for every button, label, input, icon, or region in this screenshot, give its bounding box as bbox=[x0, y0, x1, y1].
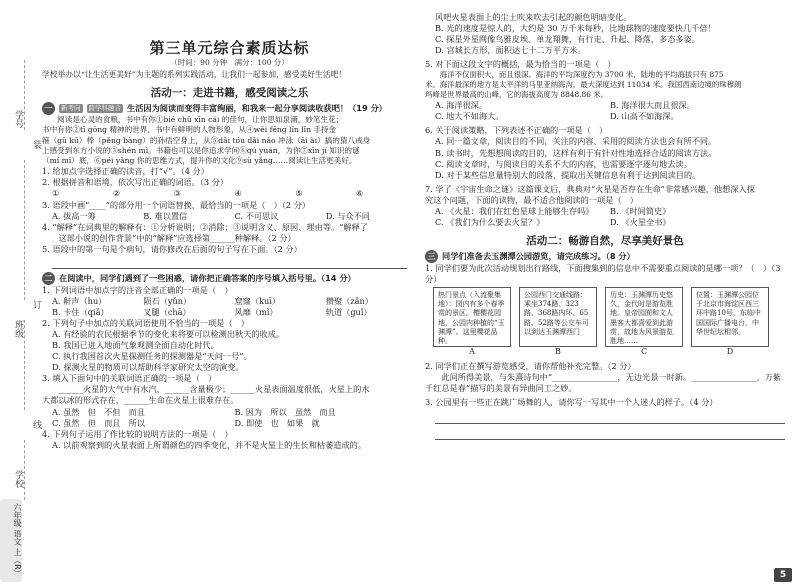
question: 4. “解释”在词典里的解释有：①分析说明；②消除；③说明含义、原因、理由等。“解释了 bbox=[42, 221, 368, 232]
fold-line bbox=[24, 60, 25, 130]
section1-intro: 生活因为阅读而变得丰富绚丽，和我来一起分享阅读收获吧！（19 分） bbox=[127, 103, 387, 114]
options-row bbox=[425, 206, 785, 217]
options-row bbox=[425, 217, 785, 228]
card-text: 热门景点（入流聚集地）：园内有多个春季赏的景区。樱樱花园地，公园内种植的“玉渊潭”。这里樱花品种。 bbox=[433, 287, 511, 347]
question: 3. 填入下面句中的关联词语正确的一项是（ ） bbox=[42, 373, 217, 384]
binding-sidebar bbox=[0, 0, 40, 588]
q5-passage bbox=[425, 70, 785, 100]
option[interactable]: C. 阅读文章时，与阅读目的关系不大的内容，也需要逐字逐句地去读。 bbox=[435, 158, 692, 169]
card-d[interactable] bbox=[691, 287, 769, 358]
question: 2. 同学们正在撰写游览感受，请你帮他补充完整。（2 分） bbox=[425, 361, 636, 372]
options-row bbox=[42, 211, 417, 222]
card-label: C bbox=[640, 347, 648, 357]
option[interactable]: C. 虽然 但 而且 所以 bbox=[52, 417, 146, 428]
section2-heading bbox=[42, 272, 417, 285]
option[interactable]: B. 《时间简史》 bbox=[610, 205, 671, 216]
options-row bbox=[425, 100, 785, 111]
option[interactable]: B. 海洋很大而且很深。 bbox=[610, 100, 695, 111]
option[interactable]: D. 山高不如海深。 bbox=[610, 111, 679, 122]
fold-line bbox=[24, 440, 25, 500]
blank-row bbox=[42, 188, 417, 199]
card-text: 位置：玉渊潭公园位于北京市海淀区西三环中路10号，东临中国国际广播电台，中华世纪坛相邻。 bbox=[691, 287, 769, 347]
class-label: 班级 bbox=[13, 320, 24, 338]
section-badge: 三 bbox=[425, 250, 438, 263]
option[interactable]: 叉腿（chā） bbox=[143, 306, 191, 317]
q2-text: 此间所得美景，与朱熹诗句中“________________，无边光景一时新。________________，万紫千红总是春”描写的美景有异曲同工之妙。 bbox=[425, 372, 782, 394]
q3-text: 大都以冰的形式存在，______生命在火星上很难存在。 bbox=[42, 395, 239, 406]
section-badge: 一 bbox=[42, 102, 55, 115]
option[interactable]: D. 即使 也 如果 就 bbox=[234, 417, 320, 428]
intro-text: 学校举办以“让生活更美好”为主题的系列实践活动，让我们一起参加，感受美好生活吧！ bbox=[42, 70, 347, 80]
passage-line: 米。海洋最深的地方是太平洋的马里亚纳海沟，最大深度达到 11034 米。我国西南边境的珠穆朗 bbox=[425, 80, 742, 90]
question: 5. 对下面这段文字的概括，最为恰当的一项是（ ） bbox=[425, 59, 616, 70]
answer-line[interactable] bbox=[435, 410, 785, 424]
section3-heading bbox=[425, 250, 785, 263]
option[interactable]: B. 因为 所以 虽然 而且 bbox=[234, 406, 336, 417]
option[interactable]: C. 不可思议 bbox=[234, 210, 279, 221]
fold-mark: 订 bbox=[31, 300, 42, 309]
option[interactable]: B. 卡住（qiǎ） bbox=[52, 306, 109, 317]
time-score: （时间：90 分钟 满分：100 分） bbox=[170, 58, 289, 68]
option[interactable]: A. 拔高一筹 bbox=[52, 210, 96, 221]
option[interactable]: A. 有经验的农民根据季节的变化来将要可以检测出秋天的收成。 bbox=[52, 329, 285, 340]
cross-tag: 跨学科融合 bbox=[88, 104, 121, 113]
question: 5. 语段中的第一句是个病句，请你修改在后面的句子写在下面。（2 分） bbox=[42, 243, 302, 254]
passage-line: 箍（gū kū）棒（pěng bàng）的孙悟空身上，从⑤dǎi tóu dǎi nǎo 冲泳（āi ài）搞的猜八戒身 bbox=[42, 135, 371, 145]
new-tag: 新考向 bbox=[61, 104, 81, 113]
fold-line bbox=[24, 160, 25, 300]
passage-line: 上感受到东方小说的③shén mì。书籍也可以是你追求学问⑥qú yuán，为你⑦xīn jí 知识的谜 bbox=[42, 145, 360, 155]
option[interactable]: D. 探测火星的物质可以帮助科学家研究太空的演变。 bbox=[52, 362, 244, 373]
option[interactable]: C. 探星外星网像鸟雅皮埃、单龙翔舞，有行走、升起、降落，多态多姿。 bbox=[435, 34, 700, 45]
page-title: 第三单元综合素质达标 bbox=[149, 39, 310, 57]
blank-slot[interactable]: ① bbox=[52, 188, 60, 199]
answer-line[interactable] bbox=[52, 255, 407, 269]
passage-line: （mí mǐ）底，⑥péi yǎng 你的思维方式，提升你的文化⑨sù yǎng……阅读让生活更美好。 bbox=[42, 156, 357, 166]
section1-heading bbox=[42, 102, 417, 115]
card-c[interactable] bbox=[605, 287, 683, 358]
option[interactable]: A. 海洋很深。 bbox=[435, 100, 488, 111]
section2-intro: 在阅读中，同学们遇到了一些困惑，请你把正确答案的序号填入括号里。（14 分） bbox=[59, 272, 356, 283]
question: 4. 下列句子运用了作比较的说明方法的一项是（ ） bbox=[42, 428, 233, 439]
options-row bbox=[42, 307, 417, 318]
card-label: B bbox=[555, 347, 561, 357]
continued-line: 风吧火星表面上的尘土吹来吹去引起的颜色明暗变化。 bbox=[435, 12, 632, 22]
school-label: 学校 bbox=[13, 470, 24, 488]
question: 1. 给加点字选择正确的读音，打“√”。（4 分） bbox=[42, 166, 209, 177]
card-text: 公园西门交通线路：乘坐374路、323路、368路内环、65路、52路等公交车可以到达玉渊潭西门 bbox=[519, 287, 597, 347]
question: 3. 语段中画“____”的部分用一个词语替换，最恰当的一项是（ ）（2 分） bbox=[42, 199, 311, 210]
card-label: D bbox=[726, 347, 734, 357]
passage-line: 海洋不仅面积大，而且很深。海洋的平均深度约为 3700 米，陆地的平均海拔只有 875 bbox=[425, 70, 724, 80]
info-cards bbox=[425, 287, 785, 358]
option[interactable]: A. 同一篇文章，阅读目的不同，关注的内容、采用的阅读方法也会有所不同。 bbox=[435, 136, 717, 147]
option[interactable]: 攒聚（zǎn） bbox=[325, 295, 373, 306]
section-badge: 二 bbox=[42, 272, 55, 285]
book-tag: 六年级 语文 上（R） bbox=[0, 499, 22, 582]
activity1-title: 活动一：走进书籍，感受阅读之乐 bbox=[150, 86, 309, 99]
options-row bbox=[42, 407, 417, 418]
option[interactable]: 陨石（yǔn） bbox=[143, 295, 192, 306]
options-row bbox=[42, 418, 417, 429]
right-column bbox=[425, 0, 785, 440]
option[interactable]: B. 读书时，先想想阅读的目的，这样有利于有针对性地选择合适的阅读方法。 bbox=[435, 147, 717, 158]
option[interactable]: C. 执行我国首次火星探测任务的探测器是“天问一号”。 bbox=[52, 351, 252, 362]
passage-line: 玛峰是世界最高的山峰，它的海拔高度为 8848.86 米。 bbox=[425, 90, 609, 100]
section3-intro: 同学们准备去玉渊潭公园游览，请完成练习。（8 分） bbox=[442, 251, 635, 262]
q3-text: ______火星的大气中有水汽，______含量极少；______火星表面温度很低，火星上的水 bbox=[42, 384, 370, 395]
option[interactable]: C. 《我们为什么要去火星？》 bbox=[435, 216, 545, 227]
card-label: A bbox=[469, 347, 475, 357]
question: 这部小说的创作背景”中的“解释”应选择第______种解释。（2 分） bbox=[42, 232, 296, 243]
blank-slot[interactable]: ⑥ bbox=[356, 188, 364, 199]
fold-mark: 线 bbox=[31, 420, 42, 429]
passage-line: 阅读是心灵的食粮，书中有你①bié chū xīn cái 的佳句，让你思如泉涌，妙笔生花； bbox=[42, 115, 344, 125]
question: 6. 关于阅读策略，下列表述不正确的一项是（ ） bbox=[425, 125, 608, 136]
option[interactable]: 窟窿（kuī） bbox=[234, 295, 281, 306]
fold-mark: 装 bbox=[31, 140, 42, 149]
student-id-label: 学号 bbox=[13, 110, 24, 128]
passage-line: 书中有你②tī gōng 精神的世界，书中有鲜明的人物形象，从④wěi fēng lǐn lǐn 手持金 bbox=[42, 125, 337, 135]
card-text: 历史：玉渊潭历史悠久，金代时是游览胜地。皇帝园囿和文人墨客大都喜爱到此游赏，故地为风景游览胜地…… bbox=[605, 287, 683, 347]
option[interactable]: 风靡（mǐ） bbox=[234, 306, 278, 317]
question: 1. 下列词语中加点字的注音全部正确的一项是（ ） bbox=[42, 284, 233, 295]
blank-slot[interactable]: ④ bbox=[234, 188, 242, 199]
left-column bbox=[42, 0, 417, 451]
card-a[interactable] bbox=[433, 287, 511, 358]
blank-slot[interactable]: ② bbox=[112, 188, 121, 199]
question: 究这个问题，下面的读物，最不适合他阅读的一项是（ ） bbox=[425, 194, 638, 205]
card-b[interactable] bbox=[519, 287, 597, 358]
question: 1. 同学们要为此次活动规划出行路线，下面搜集到的信息中不需要重点阅读的是哪一项？（ ）（3 分） bbox=[425, 263, 781, 285]
blank-slot[interactable]: ⑤ bbox=[295, 188, 303, 199]
option[interactable]: A. 虽然 但 不但 而且 bbox=[52, 406, 145, 417]
option[interactable]: C. 地大不如海大。 bbox=[435, 111, 504, 122]
question: 2. 根据拼音和语境，依次写出正确的词语。（3 分） bbox=[42, 177, 229, 188]
option[interactable]: D. 《火星全书》 bbox=[610, 216, 671, 227]
question: 2. 下列句子中加点的关联词语使用不恰当的一项是（ ） bbox=[42, 318, 249, 328]
fold-line bbox=[24, 320, 25, 410]
passage bbox=[42, 115, 417, 166]
activity2-title: 活动二：畅游自然，尽享美好景色 bbox=[526, 234, 684, 247]
page-number: 5 bbox=[774, 568, 792, 582]
option[interactable]: A. 《火星：我们在红色星球上能够生存吗》 bbox=[435, 205, 594, 216]
option[interactable]: B. 我国已进入地面气象观测全面自动化时代。 bbox=[52, 340, 219, 351]
option[interactable]: D. 与众不同 bbox=[325, 210, 370, 221]
option[interactable]: B. 难以置信 bbox=[143, 210, 188, 221]
option[interactable]: A. 以前观察到的火星表面上所谓颜色的四季变化，并不是火星上的生长和枯萎造成的。 bbox=[52, 439, 367, 450]
question: 3. 公园里有一些正在跳广场舞的人，请你写一写其中一个人迷人的样子。（4 分） bbox=[425, 397, 718, 408]
option[interactable]: D. 对于某些信息量特别大的段落，提取出关键信息有利于达到阅读目的。 bbox=[435, 169, 701, 180]
options-row bbox=[425, 111, 785, 122]
option[interactable]: A. 鼾声（hu） bbox=[52, 295, 107, 306]
question: 7. 学了《宇宙生命之谜》这篇课文后，典典对“火星是否存在生命”非常感兴趣，他想深入探 bbox=[425, 183, 755, 194]
options-row bbox=[42, 296, 417, 307]
option[interactable]: 轨道（guǐ） bbox=[325, 306, 372, 317]
option[interactable]: D. 宫城长方形，面积达七十二万平方米。 bbox=[435, 45, 586, 56]
option[interactable]: B. 光的速度是惊人的，大约是 30 万千米每秒，比地球物的速度要快几千倍！ bbox=[435, 23, 716, 34]
blank-slot[interactable]: ③ bbox=[173, 188, 181, 199]
answer-line[interactable] bbox=[435, 426, 785, 440]
